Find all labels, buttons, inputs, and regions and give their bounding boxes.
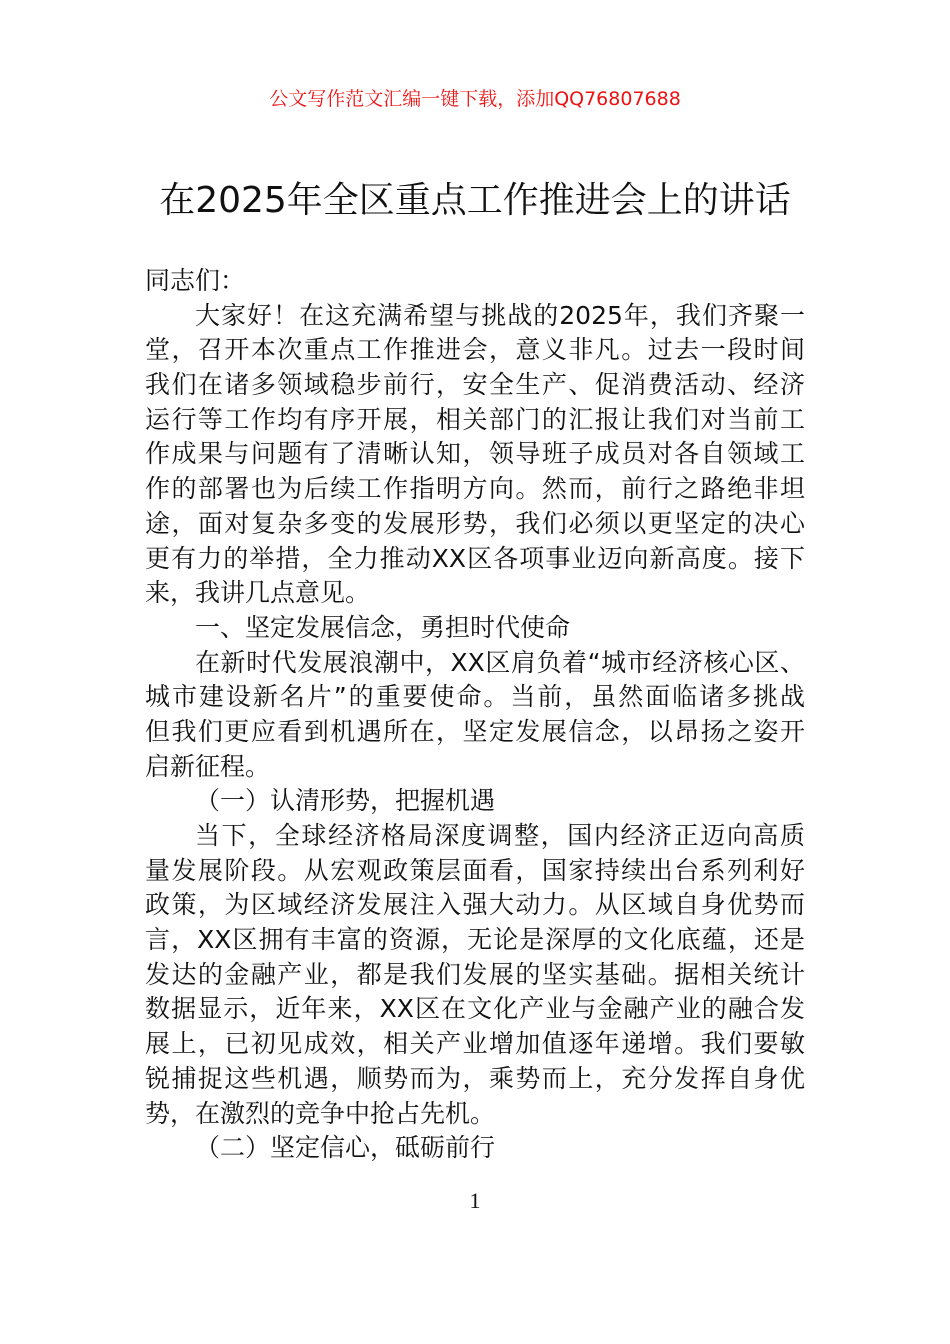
paragraph <box>145 299 805 611</box>
text-line: 城市建设新名片”的重要使命。当前，虽然面临诸多挑战 <box>145 682 805 712</box>
text-line: 运行等工作均有序开展，相关部门的汇报让我们对当前工 <box>145 404 805 434</box>
text-line: 言，XX区拥有丰富的资源，无论是深厚的文化底蕴，还是 <box>145 925 805 955</box>
paragraph <box>145 611 805 646</box>
text-line: 政策，为区域经济发展注入强大动力。从区域自身优势而 <box>145 890 805 920</box>
page-number: 1 <box>469 1188 481 1213</box>
text-line: 势，在激烈的竞争中抢占先机。 <box>145 1098 496 1128</box>
document-body <box>145 264 805 1166</box>
text-line: 启新征程。 <box>145 751 271 781</box>
text-line: 在新时代发展浪潮中，XX区肩负着“城市经济核心区、 <box>195 647 805 677</box>
text-line: 作成果与问题有了清晰认知，领导班子成员对各自领域工 <box>145 439 805 469</box>
paragraph <box>145 1131 805 1166</box>
text-line: 作的部署也为后续工作指明方向。然而，前行之路绝非坦 <box>145 474 805 504</box>
text-line: 展上，已初见成效，相关产业增加值逐年递增。我们要敏 <box>145 1029 805 1059</box>
text-line: 发达的金融产业，都是我们发展的坚实基础。据相关统计 <box>145 959 805 989</box>
text-line: （一）认清形势，把握机遇 <box>195 786 496 816</box>
promo-header: 公文写作范文汇编一键下载，添加QQ76807688 <box>269 88 681 110</box>
paragraph <box>145 819 805 1131</box>
text-line: 大家好！在这充满希望与挑战的2025年，我们齐聚一 <box>195 300 805 330</box>
document-title: 在2025年全区重点工作推进会上的讲话 <box>159 180 791 221</box>
text-line: 堂，召开本次重点工作推进会，意义非凡。过去一段时间 <box>145 335 805 365</box>
text-line: 同志们： <box>145 266 246 295</box>
text-line: 一、坚定发展信念，勇担时代使命 <box>195 612 571 642</box>
paragraph <box>145 646 805 785</box>
text-line: 量发展阶段。从宏观政策层面看，国家持续出台系列利好 <box>145 855 805 885</box>
text-line: 途，面对复杂多变的发展形势，我们必须以更坚定的决心 <box>145 508 805 538</box>
text-line: 来，我讲几点意见。 <box>145 578 371 608</box>
text-line: 数据显示，近年来，XX区在文化产业与金融产业的融合发 <box>145 994 805 1024</box>
text-line: （二）坚定信心，砥砺前行 <box>195 1133 496 1163</box>
text-line: 我们在诸多领域稳步前行，安全生产、促消费活动、经济 <box>145 370 805 400</box>
paragraph <box>145 784 805 819</box>
text-line: 锐捕捉这些机遇，顺势而为，乘势而上，充分发挥自身优 <box>145 1063 805 1093</box>
text-line: 当下，全球经济格局深度调整，国内经济正迈向高质 <box>195 821 805 850</box>
paragraph <box>145 264 805 299</box>
text-line: 更有力的举措，全力推动XX区各项事业迈向新高度。接下 <box>145 543 805 573</box>
text-line: 但我们更应看到机遇所在，坚定发展信念，以昂扬之姿开 <box>145 716 805 746</box>
